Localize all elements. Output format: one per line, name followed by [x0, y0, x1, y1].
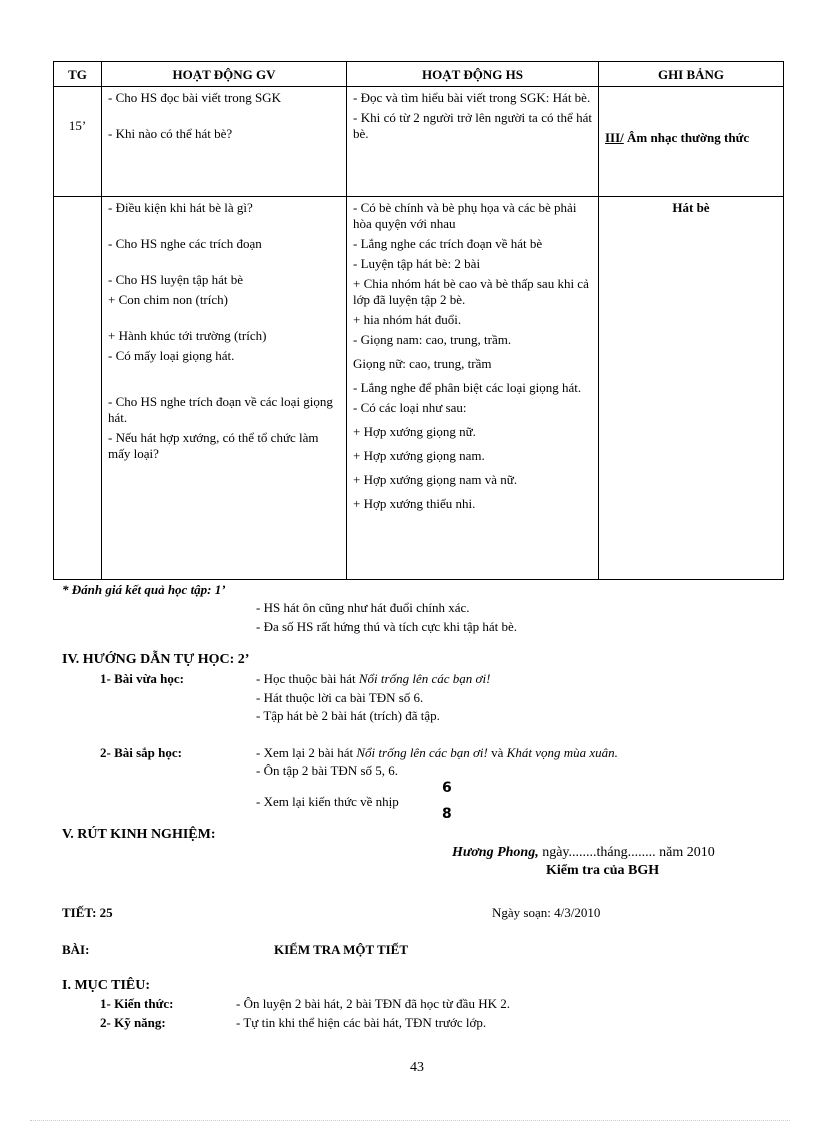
sap-hoc-text: - Xem lại 2 bài hát [256, 745, 357, 760]
header-ghi-bang: GHI BẢNG [599, 62, 784, 87]
ky-nang-text: - Tự tin khi thể hiện các bài hát, TĐN trước lớp. [236, 1015, 487, 1030]
table-header-row [54, 62, 784, 87]
date-text: ngày........tháng........ năm 2010 [538, 845, 715, 860]
table-row [54, 197, 784, 580]
gv-cell [102, 197, 347, 580]
gv-item: - Khi nào có thể hát bè? [108, 126, 233, 141]
hs-item: - Có bè chính và bè phụ họa và các bè phải hòa quyện với nhau [353, 200, 577, 231]
ghi-bang-cell [599, 197, 784, 580]
bai-title: KIỂM TRA MỘT TIẾT [274, 942, 409, 957]
hs-item: - Lắng nghe để phân biệt các loại giọng hát. [353, 380, 582, 395]
vua-hoc-item: - Tập hát bè 2 bài hát (trích) đã tập. [256, 708, 440, 723]
vua-hoc-item [256, 671, 490, 687]
header-hs: HOẠT ĐỘNG HS [347, 62, 599, 87]
section-number: III/ [605, 130, 624, 145]
hs-item: - Lắng nghe các trích đoạn về hát bè [353, 236, 543, 251]
sap-hoc-item: - Ôn tập 2 bài TĐN số 5, 6. [256, 763, 399, 778]
section-title: Âm nhạc thường thức [623, 130, 750, 145]
muctieu-title: I. MỤC TIÊU: [62, 978, 151, 993]
gv-cell [102, 87, 347, 197]
header-gv: HOẠT ĐỘNG GV [102, 62, 347, 87]
gv-item: - Nếu hát hợp xướng, có thể tổ chức làm mấy loại? [108, 430, 319, 461]
hs-item: - Luyện tập hát bè: 2 bài [353, 256, 481, 271]
gv-item: - Cho HS luyện tập hát bè [108, 272, 244, 287]
hs-item: + Hợp xướng giọng nữ. [353, 424, 476, 439]
hs-item: - Đọc và tìm hiểu bài viết trong SGK: Hát bè. [353, 90, 591, 105]
ky-nang-label: 2- Kỹ năng: [100, 1015, 166, 1030]
hs-item: + Hợp xướng thiếu nhi. [353, 496, 476, 511]
vua-hoc-item: - Hát thuộc lời ca bài TĐN số 6. [256, 690, 424, 705]
hs-cell [347, 87, 599, 197]
sap-hoc-label: 2- Bài sắp học: [100, 745, 182, 760]
hs-item: Giọng nữ: cao, trung, trầm [353, 356, 492, 371]
huongdan-title: IV. HƯỚNG DẪN TỰ HỌC: 2’ [62, 652, 250, 667]
place-name: Hương Phong, [452, 845, 539, 860]
kien-thuc-text: - Ôn luyện 2 bài hát, 2 bài TĐN đã học từ đầu HK 2. [236, 996, 510, 1011]
danhgia-item: - Đa số HS rất hứng thú và tích cực khi tập hát bè. [256, 619, 518, 634]
section-heading [605, 130, 777, 146]
time-signature-top: 6 [442, 780, 452, 796]
sap-hoc-item [256, 745, 618, 761]
kiemtra-bgh: Kiểm tra của BGH [546, 863, 660, 878]
danhgia-title: * Đánh giá kết quả học tập: 1’ [62, 582, 226, 597]
tg-cell [54, 197, 102, 580]
header-tg: TG [54, 62, 102, 87]
hs-item: + Hợp xướng giọng nam và nữ. [353, 472, 518, 487]
tiet-label: TIẾT: 25 [62, 905, 113, 920]
signature-line [452, 845, 715, 861]
kien-thuc-label: 1- Kiến thức: [100, 996, 174, 1011]
hs-item: - Có các loại như sau: [353, 400, 467, 415]
rutkinh-title: V. RÚT KINH NGHIỆM: [62, 827, 216, 842]
lesson-table [53, 61, 784, 580]
gv-item: - Có mấy loại giọng hát. [108, 348, 235, 363]
sap-hoc-item: - Xem lại kiến thức về nhịp [256, 794, 399, 809]
ngay-soan: Ngày soạn: 4/3/2010 [492, 905, 601, 920]
gv-item: - Cho HS đọc bài viết trong SGK [108, 90, 281, 105]
gv-item: - Cho HS nghe các trích đoạn [108, 236, 262, 251]
gv-item: + Con chim non (trích) [108, 292, 228, 307]
table-row [54, 87, 784, 197]
hs-cell [347, 197, 599, 580]
song-title: Khát vọng mùa xuân. [506, 745, 618, 760]
vua-hoc-label: 1- Bài vừa học: [100, 671, 184, 686]
song-title: Nổi trống lên các bạn ơi! [356, 745, 488, 760]
danhgia-item: - HS hát ôn cũng như hát đuổi chính xác. [256, 600, 470, 615]
time-signature-bottom: 8 [442, 806, 452, 822]
vua-hoc-text: - Học thuộc bài hát [256, 671, 359, 686]
gv-item: - Điều kiện khi hát bè là gì? [108, 200, 253, 215]
sap-hoc-text: và [487, 745, 507, 760]
gv-item: - Cho HS nghe trích đoạn về các loại giọng hát. [108, 394, 333, 425]
hs-item: + hia nhóm hát đuổi. [353, 312, 462, 327]
hs-item: - Khi có từ 2 người trở lên người ta có thể hát bè. [353, 110, 592, 141]
song-title: Nổi trống lên các bạn ơi! [358, 671, 491, 686]
ghi-bang-title: Hát bè [672, 200, 710, 215]
page-bottom-border [30, 1120, 790, 1121]
gv-item: + Hành khúc tới trường (trích) [108, 328, 267, 343]
hs-item: - Giọng nam: cao, trung, trầm. [353, 332, 512, 347]
tg-cell [54, 87, 102, 197]
tg-time: 15’ [68, 118, 87, 133]
hs-item: + Chia nhóm hát bè cao và bè thấp sau khi cả lớp đã luyện tập 2 bè. [353, 276, 589, 307]
hs-item: + Hợp xướng giọng nam. [353, 448, 485, 463]
page-number: 43 [410, 1060, 424, 1075]
bai-label: BÀI: [62, 942, 90, 957]
ghi-bang-cell [599, 87, 784, 197]
